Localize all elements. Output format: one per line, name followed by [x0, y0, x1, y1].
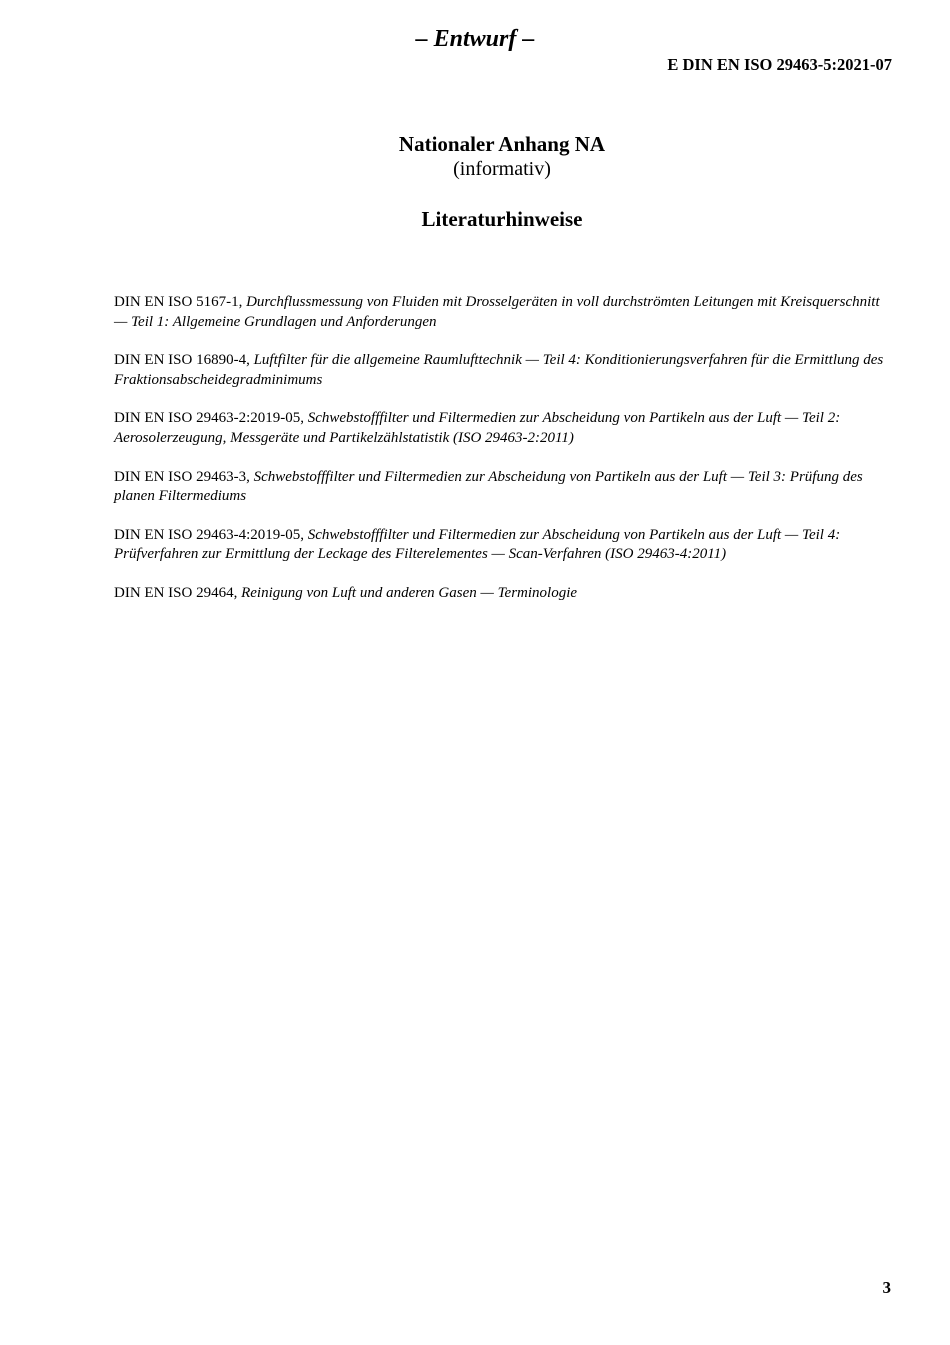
- draft-label: – Entwurf –: [415, 26, 535, 52]
- reference-item: [114, 409, 894, 448]
- annex-title: Nationaler Anhang NA: [398, 132, 606, 156]
- section-title: Literaturhinweise: [421, 207, 583, 231]
- reference-item: [114, 468, 894, 507]
- reference-title: Schwebstofffilter und Filtermedien zur Abscheidung von Partikeln aus der Luft — Teil 4: Prüfverfahren zur Ermittlung der Leckage des Filterelementes — Scan-Verfahren (ISO 29463-4:2011): [114, 526, 841, 563]
- reference-title: Durchflussmessung von Fluiden mit Drosselgeräten in voll durchströmten Leitungen mit Kreisquerschnitt — Teil 1: Allgemeine Grundlagen und Anforderungen: [114, 294, 880, 330]
- reference-number: DIN EN ISO 16890-4,: [114, 352, 254, 369]
- reference-title: Reinigung von Luft und anderen Gasen — Terminologie: [241, 584, 578, 601]
- reference-list: [114, 293, 894, 623]
- reference-number: DIN EN ISO 5167-1,: [114, 294, 247, 310]
- reference-item: [114, 584, 894, 604]
- reference-title: Luftfilter für die allgemeine Raumlufttechnik — Teil 4: Konditionierungsverfahren für die Ermittlung des Fraktionsabscheidegradminimums: [114, 352, 884, 388]
- reference-item: [114, 351, 894, 390]
- page-number: 3: [882, 1278, 891, 1297]
- annex-subtitle: (informativ): [453, 158, 551, 180]
- reference-title: Schwebstofffilter und Filtermedien zur Abscheidung von Partikeln aus der Luft — Teil 3: Prüfung des planen Filtermediums: [114, 468, 863, 505]
- reference-number: DIN EN ISO 29463-4:2019-05,: [114, 526, 308, 543]
- reference-number: DIN EN ISO 29463-2:2019-05,: [114, 410, 308, 427]
- reference-number: DIN EN ISO 29464,: [114, 584, 242, 601]
- reference-title: Schwebstofffilter und Filtermedien zur Abscheidung von Partikeln aus der Luft — Teil 2: Aerosolerzeugung, Messgeräte und Partikelzählstatistik (ISO 29463-2:2011): [114, 410, 841, 446]
- reference-item: [114, 526, 894, 565]
- document-id: E DIN EN ISO 29463-5:2021-07: [667, 55, 892, 74]
- reference-number: DIN EN ISO 29463-3,: [114, 468, 254, 485]
- reference-item: [114, 293, 894, 332]
